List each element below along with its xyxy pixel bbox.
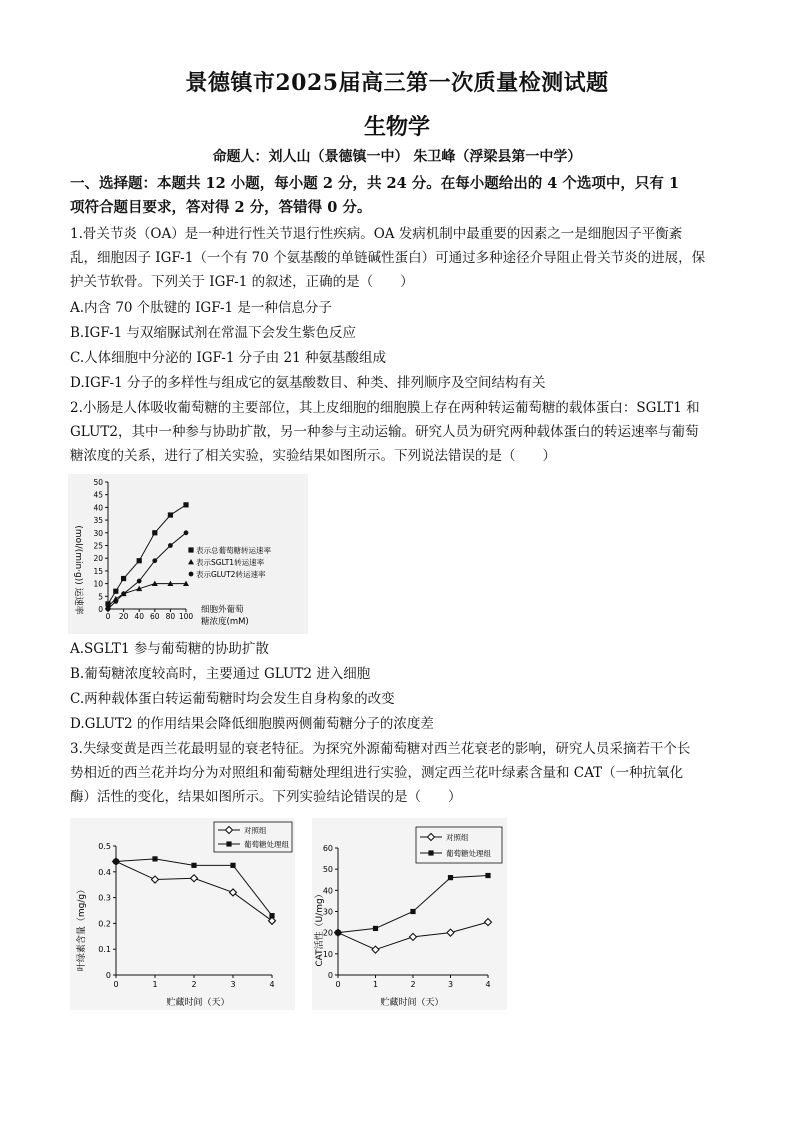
authors-line: 命题人：刘人山（景德镇一中） 朱卫峰（浮梁县第一中学） xyxy=(212,149,582,165)
x-tick-label: 2 xyxy=(191,980,197,989)
legend-marker xyxy=(188,547,193,552)
x-tick-label: 4 xyxy=(269,980,275,989)
data-point xyxy=(113,589,118,594)
x-tick-label: 0 xyxy=(105,612,111,621)
y-axis-label: CAT活性（U/mg） xyxy=(315,889,325,967)
y-tick-label: 40 xyxy=(93,503,103,513)
y-tick-label: 60 xyxy=(322,844,333,853)
x-tick-label: 3 xyxy=(447,980,454,989)
y-tick-label: 0 xyxy=(327,971,333,980)
y-tick-label: 0.3 xyxy=(98,893,111,903)
q1-option-a: A.内含 70 个肽键的 IGF-1 是一种信息分子 xyxy=(70,300,332,316)
y-tick-label: 30 xyxy=(93,528,103,538)
x-tick-label: 100 xyxy=(178,612,194,621)
legend-marker xyxy=(226,841,231,846)
x-tick-label: 1 xyxy=(152,980,158,989)
x-axis-label-line1: 细胞外葡萄 xyxy=(201,605,244,615)
data-point xyxy=(191,863,196,868)
y-tick-label: 15 xyxy=(93,566,103,576)
y-tick-label: 20 xyxy=(93,554,103,564)
q3-stem-line2: 势相近的西兰花并均分为对照组和葡萄糖处理组进行实验，测定西兰花叶绿素含量和 CAT（一种抗氧化 xyxy=(70,765,684,781)
chart-background xyxy=(68,474,308,634)
q2-option-d: D.GLUT2 的作用结果会降低细胞膜两侧葡萄糖分子的浓度差 xyxy=(70,716,434,732)
y-tick-label: 0.2 xyxy=(98,919,111,929)
y-tick-label: 10 xyxy=(322,949,333,959)
data-point xyxy=(183,502,188,507)
q1-stem-line1: 1.骨关节炎（OA）是一种进行性关节退行性疾病。OA 发病机制中最重要的因素之一是细胞因子平衡紊 xyxy=(70,226,683,242)
data-point xyxy=(137,558,142,563)
x-tick-label: 0 xyxy=(335,980,341,989)
y-tick-label: 5 xyxy=(98,592,103,602)
x-axis-label: 贮藏时间（天） xyxy=(166,998,230,1008)
transport-rate-chart xyxy=(68,474,308,634)
x-tick-label: 4 xyxy=(485,980,491,989)
y-tick-label: 0.1 xyxy=(98,945,111,955)
data-point xyxy=(485,873,490,878)
x-axis-label: 贮藏时间（天） xyxy=(380,998,444,1008)
data-point xyxy=(373,926,378,931)
exam-title: 景德镇市2025届高三第一次质量检测试题 xyxy=(185,70,609,96)
data-point xyxy=(448,875,453,880)
y-tick-label: 10 xyxy=(93,579,103,589)
data-point xyxy=(121,576,126,581)
x-tick-label: 3 xyxy=(230,980,236,989)
y-tick-label: 0 xyxy=(105,971,111,980)
cat-activity-chart xyxy=(312,818,507,1010)
legend-marker xyxy=(428,850,433,855)
y-tick-label: 25 xyxy=(93,541,103,551)
legend-label: 对照组 xyxy=(446,833,469,842)
q3-stem-line3: 酶）活性的变化，结果如图所示。下列实验结论错误的是（ ） xyxy=(70,789,462,805)
legend-label: 表示总葡萄糖转运速率 xyxy=(196,546,271,555)
q1-stem-line3: 护关节软骨。下列关于 IGF-1 的叙述，正确的是（ ） xyxy=(70,274,414,290)
section-heading-line2: 项符合题目要求，答对得 2 分，答错得 0 分。 xyxy=(70,199,372,216)
y-tick-label: 50 xyxy=(93,478,103,487)
data-point xyxy=(137,579,142,584)
data-point xyxy=(335,930,340,935)
x-tick-label: 0 xyxy=(113,980,119,989)
q2-stem-line2: GLUT2，其中一种参与协助扩散，另一种参与主动运输。研究人员为研究两种载体蛋白的转运速率与葡萄 xyxy=(70,424,699,440)
data-point xyxy=(410,909,415,914)
q2-option-c: C.两种载体蛋白转运葡萄糖时均会发生自身构象的改变 xyxy=(70,691,395,707)
y-tick-label: 45 xyxy=(93,490,103,500)
data-point xyxy=(152,856,157,861)
legend-label: 表示GLUT2转运速率 xyxy=(196,570,266,579)
q2-stem-line1: 2.小肠是人体吸收葡萄糖的主要部位，其上皮细胞的细胞膜上存在两种转运葡萄糖的载体蛋白：SGLT1 和 xyxy=(70,400,700,416)
y-axis-label: 叶绿素含量（mg/g） xyxy=(77,884,87,972)
y-tick-label: 0 xyxy=(98,605,103,614)
legend-label: 葡萄糖处理组 xyxy=(244,840,289,849)
x-axis-label-line2: 糖浓度(mM) xyxy=(201,617,249,627)
section-heading-line1: 一、选择题：本题共 12 小题，每小题 2 分，共 24 分。在每小题给出的 4 个选项中，只有 1 xyxy=(70,175,680,192)
subject-title: 生物学 xyxy=(363,114,430,140)
x-tick-label: 1 xyxy=(372,980,379,989)
y-tick-label: 35 xyxy=(93,516,103,526)
y-tick-label: 30 xyxy=(322,907,333,917)
data-point xyxy=(269,913,274,918)
chlorophyll-chart xyxy=(70,818,295,1010)
data-point xyxy=(106,607,111,612)
x-tick-label: 80 xyxy=(165,612,176,621)
data-point xyxy=(168,543,173,548)
y-tick-label: 40 xyxy=(322,886,333,896)
y-axis-label: (mol/(min·g)) 运速率 xyxy=(73,525,83,615)
q2-option-b: B.葡萄糖浓度较高时，主要通过 GLUT2 进入细胞 xyxy=(70,666,371,682)
data-point xyxy=(184,530,189,535)
y-tick-label: 0.4 xyxy=(98,867,111,877)
x-tick-label: 60 xyxy=(150,612,160,621)
q2-stem-line3: 糖浓度的关系，进行了相关实验，实验结果如图所示。下列说法错误的是（ ） xyxy=(70,448,556,464)
data-point xyxy=(230,863,235,868)
y-tick-label: 50 xyxy=(322,865,333,875)
y-tick-label: 0.5 xyxy=(98,842,111,851)
q1-stem-line2: 乱，细胞因子 IGF-1（一个有 70 个氨基酸的单链碱性蛋白）可通过多种途径介导阻止骨关节炎的进展，保 xyxy=(70,250,706,266)
q3-stem-line1: 3.失绿变黄是西兰花最明显的衰老特征。为探究外源葡萄糖对西兰花衰老的影响，研究人员采摘若干个长 xyxy=(70,741,691,757)
x-tick-label: 2 xyxy=(410,980,416,989)
legend-label: 葡萄糖处理组 xyxy=(446,849,491,858)
q1-option-d: D.IGF-1 分子的多样性与组成它的氨基酸数目、种类、排列顺序及空间结构有关 xyxy=(70,375,546,391)
data-point xyxy=(152,530,157,535)
legend-label: 表示SGLT1转运速率 xyxy=(196,558,265,567)
data-point xyxy=(113,599,118,604)
data-point xyxy=(152,558,157,563)
y-tick-label: 20 xyxy=(322,928,333,938)
data-point xyxy=(113,859,118,864)
legend-label: 对照组 xyxy=(244,826,267,835)
legend-marker xyxy=(189,572,194,577)
data-point xyxy=(168,512,173,517)
q1-option-c: C.人体细胞中分泌的 IGF-1 分子由 21 种氨基酸组成 xyxy=(70,350,387,366)
x-tick-label: 40 xyxy=(134,612,144,621)
q1-option-b: B.IGF-1 与双缩脲试剂在常温下会发生紫色反应 xyxy=(70,325,357,341)
q2-option-a: A.SGLT1 参与葡萄糖的协助扩散 xyxy=(70,641,269,657)
data-point xyxy=(121,591,126,596)
x-tick-label: 20 xyxy=(118,612,129,621)
